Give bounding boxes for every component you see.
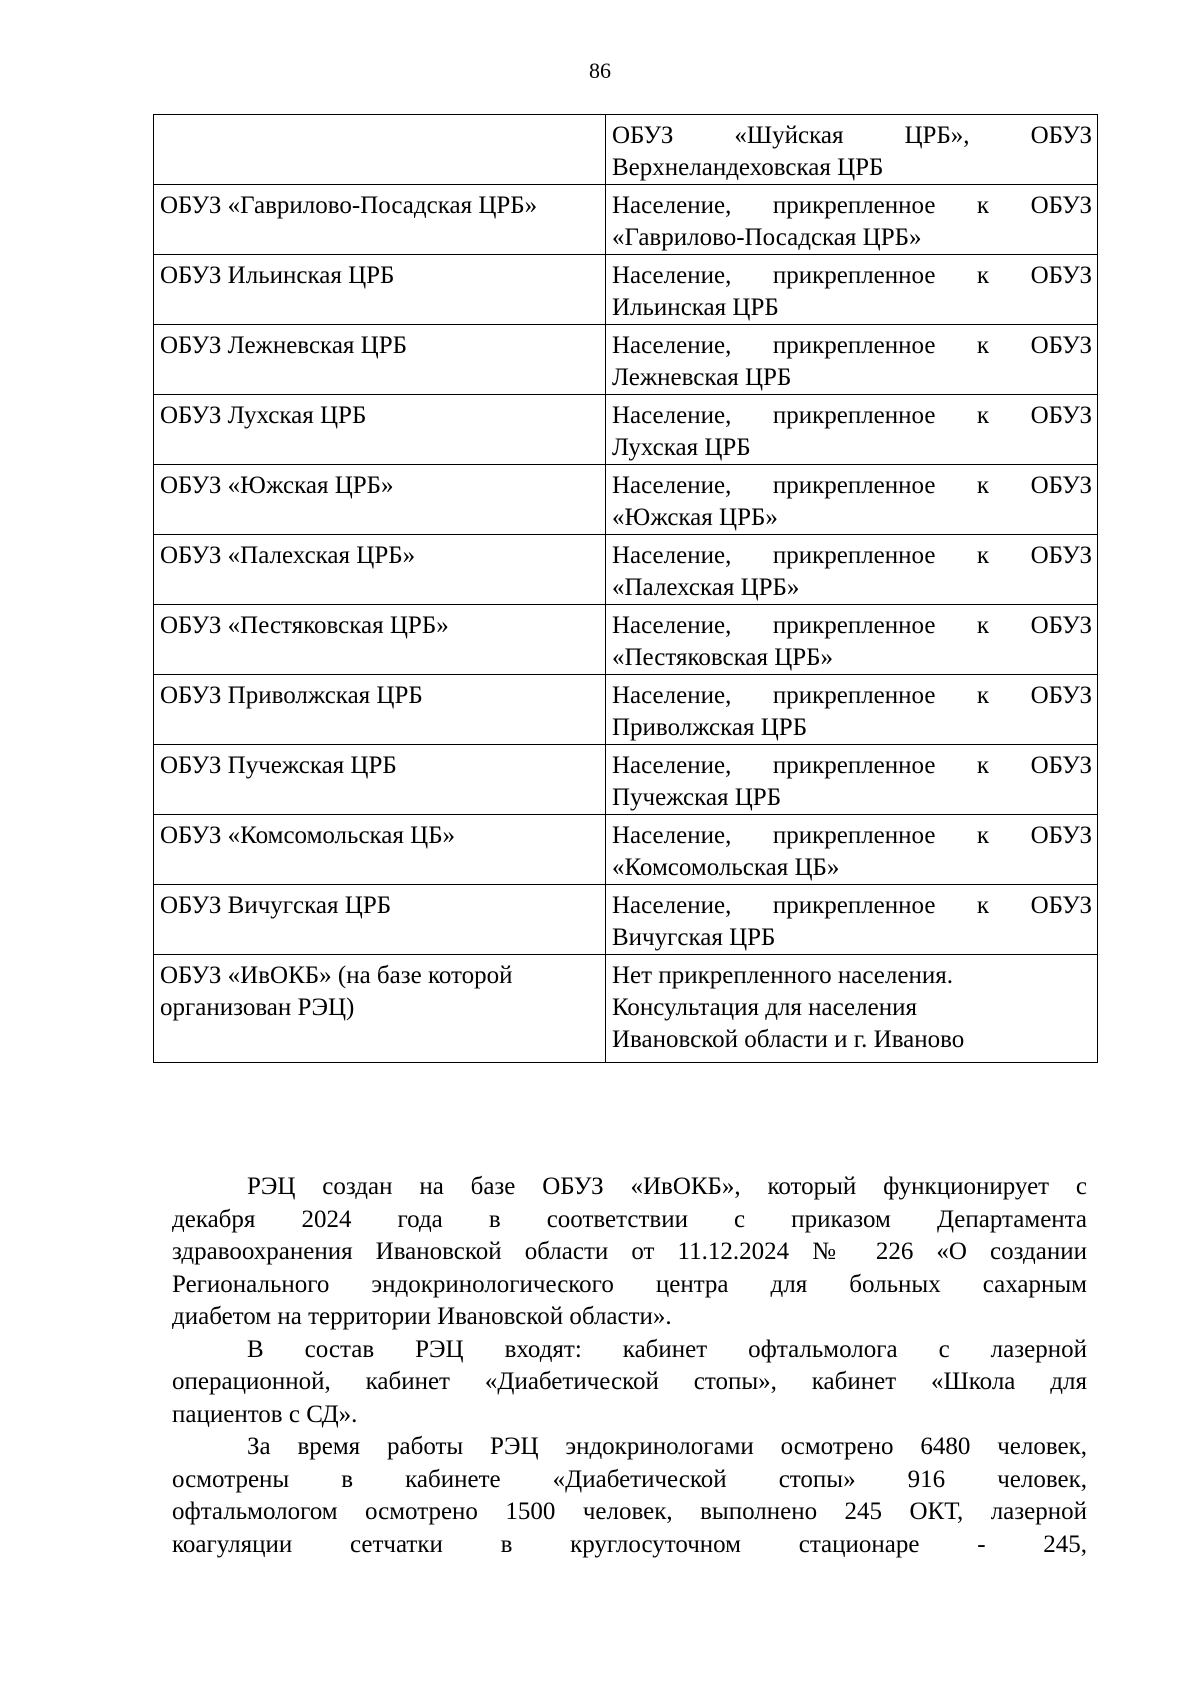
cell-text-line: Население, прикрепленное к ОБУЗ [612, 542, 1092, 569]
document-table [153, 114, 1098, 1063]
cell-text-line: Население, прикрепленное к ОБУЗ [612, 192, 1092, 219]
cell-text-line: Население, прикрепленное к ОБУЗ [612, 612, 1092, 639]
cell-text-line: Население, прикрепленное к ОБУЗ [612, 402, 1092, 429]
cell-text-line: ОБУЗ «ИвОКБ» (на базе которой [160, 962, 513, 989]
cell-text: ОБУЗ «Гаврилово-Посадская ЦРБ» [160, 192, 538, 219]
table-row [154, 605, 1098, 675]
table-cell-population [606, 395, 1098, 465]
cell-text-line: Население, прикрепленное к ОБУЗ [612, 472, 1092, 499]
table-cell-population [606, 115, 1098, 185]
table-cell-population [606, 325, 1098, 395]
table-cell-institution [154, 605, 606, 675]
cell-text: ОБУЗ «Комсомольская ЦБ» [160, 822, 456, 849]
table-row [154, 955, 1098, 1063]
cell-text-line: «Южская ЦРБ» [612, 504, 778, 531]
paragraph-line: РЭЦ создан на базе ОБУЗ «ИвОКБ», который функционирует с [247, 1173, 1087, 1200]
cell-text-line: Население, прикрепленное к ОБУЗ [612, 752, 1092, 779]
cell-text: ОБУЗ Вичугская ЦРБ [160, 892, 392, 919]
table-cell-population [606, 605, 1098, 675]
table-row [154, 185, 1098, 255]
body-text [172, 1171, 1087, 1561]
table-cell-population [606, 885, 1098, 955]
cell-text-line: «Палехская ЦРБ» [612, 574, 800, 601]
cell-text-line: Вичугская ЦРБ [612, 924, 776, 951]
cell-text-line: Ивановской области и г. Иваново [612, 1026, 965, 1053]
paragraph [172, 1334, 1087, 1432]
cell-text-line: Консультация для населения [612, 994, 917, 1021]
table-row [154, 675, 1098, 745]
table-cell-institution [154, 675, 606, 745]
table-cell-institution [154, 185, 606, 255]
table-cell-institution [154, 955, 606, 1063]
table-row [154, 465, 1098, 535]
table-row [154, 325, 1098, 395]
cell-text: ОБУЗ Лухская ЦРБ [160, 402, 367, 429]
table-row [154, 745, 1098, 815]
table-cell-institution [154, 395, 606, 465]
cell-text-line: Ильинская ЦРБ [612, 294, 779, 321]
table-row [154, 535, 1098, 605]
paragraph-line: декабря 2024 года в соответствии с приказом Департамента [172, 1205, 1087, 1233]
cell-text-line: организован РЭЦ) [160, 994, 355, 1021]
cell-text-line: Население, прикрепленное к ОБУЗ [612, 682, 1092, 709]
cell-text-line: «Гаврилово-Посадская ЦРБ» [612, 224, 922, 251]
paragraph-line: Регионального эндокринологического центра для больных сахарным [172, 1270, 1087, 1298]
cell-text-line: Население, прикрепленное к ОБУЗ [612, 892, 1092, 919]
page-number: 86 [589, 58, 611, 83]
table-row [154, 815, 1098, 885]
cell-text-line: Население, прикрепленное к ОБУЗ [612, 332, 1092, 359]
table-cell-institution [154, 745, 606, 815]
table-cell-institution [154, 815, 606, 885]
table-cell-population [606, 815, 1098, 885]
table-cell-population [606, 745, 1098, 815]
paragraph-line: офтальмологом осмотрено 1500 человек, выполнено 245 ОКТ, лазерной [172, 1498, 1087, 1525]
table-cell-population [606, 465, 1098, 535]
cell-text: ОБУЗ Лежневская ЦРБ [160, 332, 407, 359]
paragraph-line: операционной, кабинет «Диабетической стопы», кабинет «Школа для [172, 1368, 1087, 1395]
paragraph-line: коагуляции сетчатки в круглосуточном стационаре - 245, [172, 1530, 1087, 1558]
cell-text-line: Лежневская ЦРБ [612, 364, 792, 391]
cell-text-line: Лухская ЦРБ [612, 434, 751, 461]
table-cell-population [606, 675, 1098, 745]
table-cell-institution [154, 465, 606, 535]
table-cell-population [606, 535, 1098, 605]
table-body [154, 115, 1098, 1063]
table-row [154, 255, 1098, 325]
paragraph-line: В состав РЭЦ входят: кабинет офтальмолога с лазерной [247, 1335, 1087, 1363]
paragraph [172, 1171, 1087, 1334]
cell-text-line: «Комсомольская ЦБ» [612, 854, 840, 881]
cell-text: ОБУЗ «Палехская ЦРБ» [160, 542, 416, 569]
cell-text-line: ОБУЗ «Шуйская ЦРБ», ОБУЗ [612, 122, 1092, 149]
cell-text-line: Приволжская ЦРБ [612, 714, 808, 741]
paragraph-line: пациентов с СД». [172, 1400, 358, 1428]
table-cell-institution [154, 535, 606, 605]
cell-text-line: «Пестяковская ЦРБ» [612, 644, 834, 671]
table-cell-population [606, 185, 1098, 255]
cell-text: ОБУЗ Ильинская ЦРБ [160, 262, 395, 289]
cell-text-line: Население, прикрепленное к ОБУЗ [612, 262, 1092, 289]
paragraph-line: диабетом на территории Ивановской области». [172, 1303, 672, 1330]
paragraph-line: За время работы РЭЦ эндокринологами осмотрено 6480 человек, [247, 1433, 1087, 1460]
cell-text: ОБУЗ «Южская ЦРБ» [160, 472, 394, 499]
cell-text-line: Верхнеландеховская ЦРБ [612, 154, 884, 181]
table-cell-institution [154, 255, 606, 325]
cell-text: ОБУЗ Приволжская ЦРБ [160, 682, 423, 709]
table-cell-institution [154, 325, 606, 395]
cell-text-line: Пучежская ЦРБ [612, 784, 782, 811]
table-row [154, 885, 1098, 955]
table-row [154, 395, 1098, 465]
paragraph-line: осмотрены в кабинете «Диабетической стопы» 916 человек, [172, 1465, 1087, 1493]
cell-text: ОБУЗ «Пестяковская ЦРБ» [160, 612, 449, 639]
cell-text: ОБУЗ Пучежская ЦРБ [160, 752, 397, 779]
cell-text-line: Население, прикрепленное к ОБУЗ [612, 822, 1092, 849]
table-cell-institution [154, 115, 606, 185]
table-cell-institution [154, 885, 606, 955]
table-cell-population [606, 955, 1098, 1063]
table-row [154, 115, 1098, 185]
table-cell-population [606, 255, 1098, 325]
paragraph-line: здравоохранения Ивановской области от 11.12.2024 № 226 «О создании [172, 1238, 1087, 1265]
paragraph [172, 1431, 1087, 1561]
cell-text-line: Нет прикрепленного населения. [612, 962, 953, 989]
